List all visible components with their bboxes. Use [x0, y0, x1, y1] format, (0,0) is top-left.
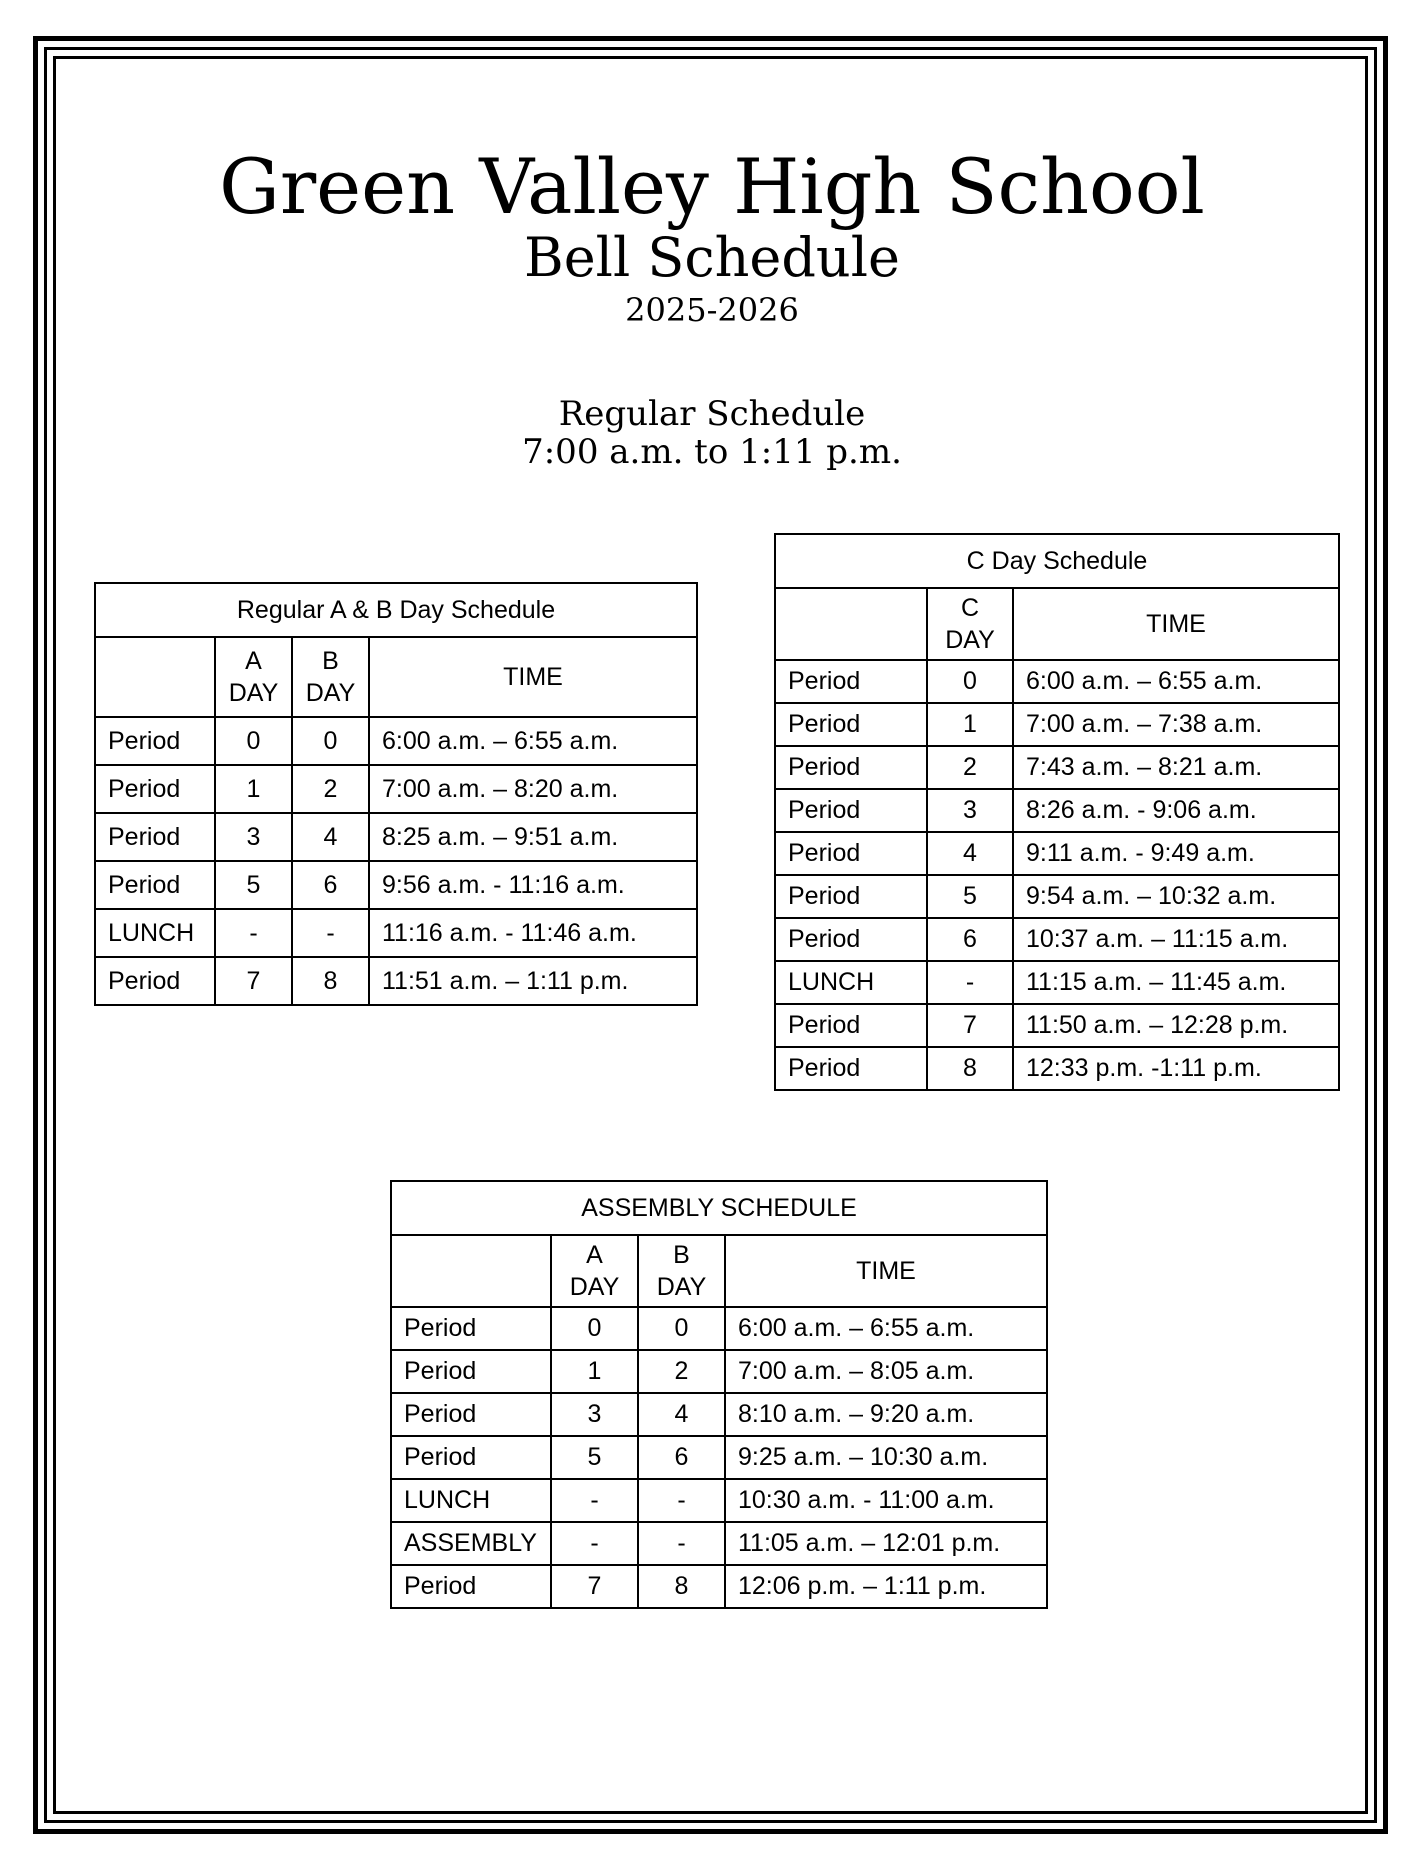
table-row: Period 1 2 7:00 a.m. – 8:20 a.m. [95, 765, 697, 813]
table-row: Period 1 7:00 a.m. – 7:38 a.m. [775, 703, 1339, 746]
c-day-table [774, 533, 1340, 1091]
assembly-schedule-table [390, 1180, 1048, 1609]
table-row: Period 5 6 9:25 a.m. – 10:30 a.m. [391, 1436, 1047, 1479]
table-row: Period 3 4 8:10 a.m. – 9:20 a.m. [391, 1393, 1047, 1436]
table-row: Period 1 2 7:00 a.m. – 8:05 a.m. [391, 1350, 1047, 1393]
table-caption: ASSEMBLY SCHEDULE [391, 1181, 1047, 1235]
table-caption: Regular A & B Day Schedule [95, 583, 697, 637]
table-row: LUNCH - 11:15 a.m. – 11:45 a.m. [775, 961, 1339, 1004]
regular-ab-day-table [94, 582, 698, 1006]
table-row: Period 6 10:37 a.m. – 11:15 a.m. [775, 918, 1339, 961]
c-day-column-header: C DAY [927, 588, 1013, 660]
table-caption: C Day Schedule [775, 534, 1339, 588]
b-day-column-header: B DAY [292, 637, 369, 717]
label-column-header [95, 637, 215, 717]
school-title: Green Valley High School [219, 142, 1205, 231]
school-year: 2025-2026 [625, 291, 799, 329]
label-column-header [391, 1235, 551, 1307]
table-row: LUNCH - - 10:30 a.m. - 11:00 a.m. [391, 1479, 1047, 1522]
schedule-name: Regular Schedule [558, 394, 866, 434]
table-row: Period 7 8 11:51 a.m. – 1:11 p.m. [95, 957, 697, 1005]
table-row: Period 3 4 8:25 a.m. – 9:51 a.m. [95, 813, 697, 861]
a-day-column-header: A DAY [215, 637, 292, 717]
document-subtitle: Bell Schedule [524, 226, 900, 289]
table-row: Period 0 6:00 a.m. – 6:55 a.m. [775, 660, 1339, 703]
table-row: Period 7 11:50 a.m. – 12:28 p.m. [775, 1004, 1339, 1047]
table-row: LUNCH - - 11:16 a.m. - 11:46 a.m. [95, 909, 697, 957]
table-row: Period 4 9:11 a.m. - 9:49 a.m. [775, 832, 1339, 875]
table-row: Period 7 8 12:06 p.m. – 1:11 p.m. [391, 1565, 1047, 1608]
time-column-header: TIME [1013, 588, 1339, 660]
table-row: Period 0 0 6:00 a.m. – 6:55 a.m. [95, 717, 697, 765]
a-day-column-header: A DAY [551, 1235, 638, 1307]
table-row: Period 8 12:33 p.m. -1:11 p.m. [775, 1047, 1339, 1090]
label-column-header [775, 588, 927, 660]
table-row: Period 3 8:26 a.m. - 9:06 a.m. [775, 789, 1339, 832]
time-column-header: TIME [369, 637, 697, 717]
schedule-hours: 7:00 a.m. to 1:11 p.m. [522, 432, 902, 472]
table-row: ASSEMBLY - - 11:05 a.m. – 12:01 p.m. [391, 1522, 1047, 1565]
table-row: Period 5 6 9:56 a.m. - 11:16 a.m. [95, 861, 697, 909]
b-day-column-header: B DAY [638, 1235, 725, 1307]
table-row: Period 0 0 6:00 a.m. – 6:55 a.m. [391, 1307, 1047, 1350]
table-row: Period 2 7:43 a.m. – 8:21 a.m. [775, 746, 1339, 789]
table-row: Period 5 9:54 a.m. – 10:32 a.m. [775, 875, 1339, 918]
time-column-header: TIME [725, 1235, 1047, 1307]
